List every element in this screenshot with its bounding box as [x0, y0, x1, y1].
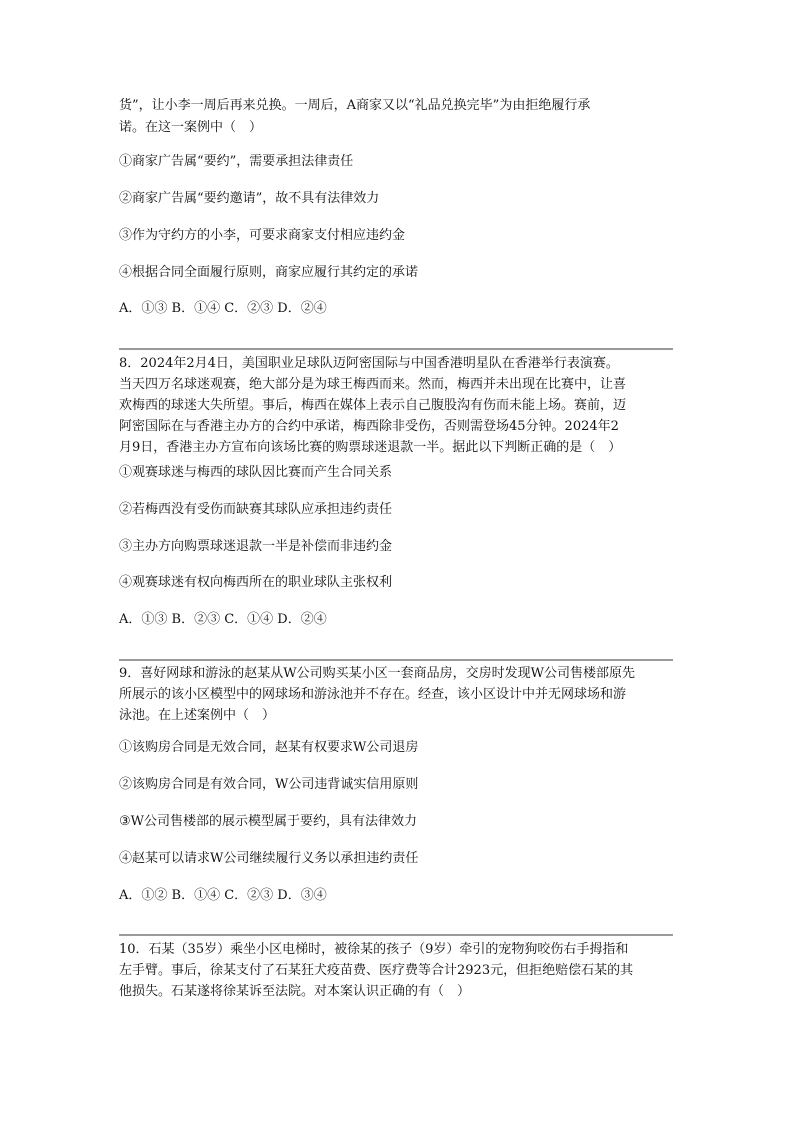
q9-option-3: ③W公司售楼部的展示模型属于要约，具有法律效力 — [119, 814, 418, 829]
q8-option-2: ②若梅西没有受伤而缺赛其球队应承担违约责任 — [119, 502, 393, 517]
q8-answer-choices: A．①③ B．②③ C．①④ D．②④ — [119, 612, 327, 627]
q8-stem-line-5: 月9日，香港主办方宣布向该场比赛的购票球迷退款一半。据此以下判断正确的是（ ） — [119, 440, 622, 455]
q9-stem-line-2: 所展示的该小区模型中的网球场和游泳池并不存在。经查，该小区设计中并无网球场和游 — [119, 687, 627, 702]
q10-stem-line-3: 他损失。石某遂将徐某诉至法院。对本案认识正确的有（ ） — [119, 984, 471, 999]
q7-option-1: ①商家广告属“要约”，需要承担法律责任 — [119, 154, 354, 169]
q7-stem-line-1: 货”，让小李一周后再来兑换。一周后，A商家又以“礼品兑换完毕”为由拒绝履行承 — [119, 98, 591, 113]
q9-option-2: ②该购房合同是有效合同，W公司违背诚实信用原则 — [119, 777, 419, 792]
q10-stem-line-1: 10．石某（35岁）乘坐小区电梯时，被徐某的孩子（9岁）牵引的宠物狗咬伤右手拇指和 — [119, 942, 629, 957]
q8-option-1: ①观赛球迷与梅西的球队因比赛而产生合同关系 — [119, 465, 393, 480]
separator-rule — [119, 348, 673, 350]
q7-option-3: ③作为守约方的小李，可要求商家支付相应违约金 — [119, 228, 406, 243]
separator-rule — [119, 659, 673, 661]
q9-answer-choices: A．①② B．①④ C．②③ D．③④ — [119, 888, 327, 903]
q8-option-3: ③主办方向购票球迷退款一半是补偿而非违约金 — [119, 539, 393, 554]
q7-option-4: ④根据合同全面履行原则，商家应履行其约定的承诺 — [119, 265, 419, 280]
q7-answer-choices: A．①③ B．①④ C．②③ D．②④ — [119, 301, 327, 316]
q9-stem-line-1: 9．喜好网球和游泳的赵某从W公司购买某小区一套商品房，交房时发现W公司售楼部原先 — [119, 666, 635, 681]
q7-option-2: ②商家广告属“要约邀请”，故不具有法律效力 — [119, 191, 380, 206]
q10-stem-line-2: 左手臂。事后，徐某支付了石某狂犬疫苗费、医疗费等合计2923元，但拒绝赔偿石某的其 — [119, 963, 634, 978]
q9-option-1: ①该购房合同是无效合同，赵某有权要求W公司退房 — [119, 740, 419, 755]
q8-stem-line-3: 欢梅西的球迷大失所望。事后，梅西在媒体上表示自己腹股沟有伤而未能上场。赛前，迈 — [119, 398, 627, 413]
q8-stem-line-2: 当天四万名球迷观赛，绝大部分是为球王梅西而来。然而，梅西并未出现在比赛中，让喜 — [119, 377, 627, 392]
q8-stem-line-4: 阿密国际在与香港主办方的合约中承诺，梅西除非受伤，否则需登场45分钟。2024年2 — [119, 419, 619, 434]
q8-stem-line-1: 8．2024年2月4日，美国职业足球队迈阿密国际与中国香港明星队在香港举行表演赛。 — [119, 356, 619, 371]
q8-option-4: ④观赛球迷有权向梅西所在的职业球队主张权利 — [119, 575, 393, 590]
q7-stem-line-2: 诺。在这一案例中（ ） — [119, 120, 263, 135]
q9-stem-line-3: 泳池。在上述案例中（ ） — [119, 708, 276, 723]
q9-option-4: ④赵某可以请求W公司继续履行义务以承担违约责任 — [119, 851, 419, 866]
separator-rule — [119, 934, 673, 936]
